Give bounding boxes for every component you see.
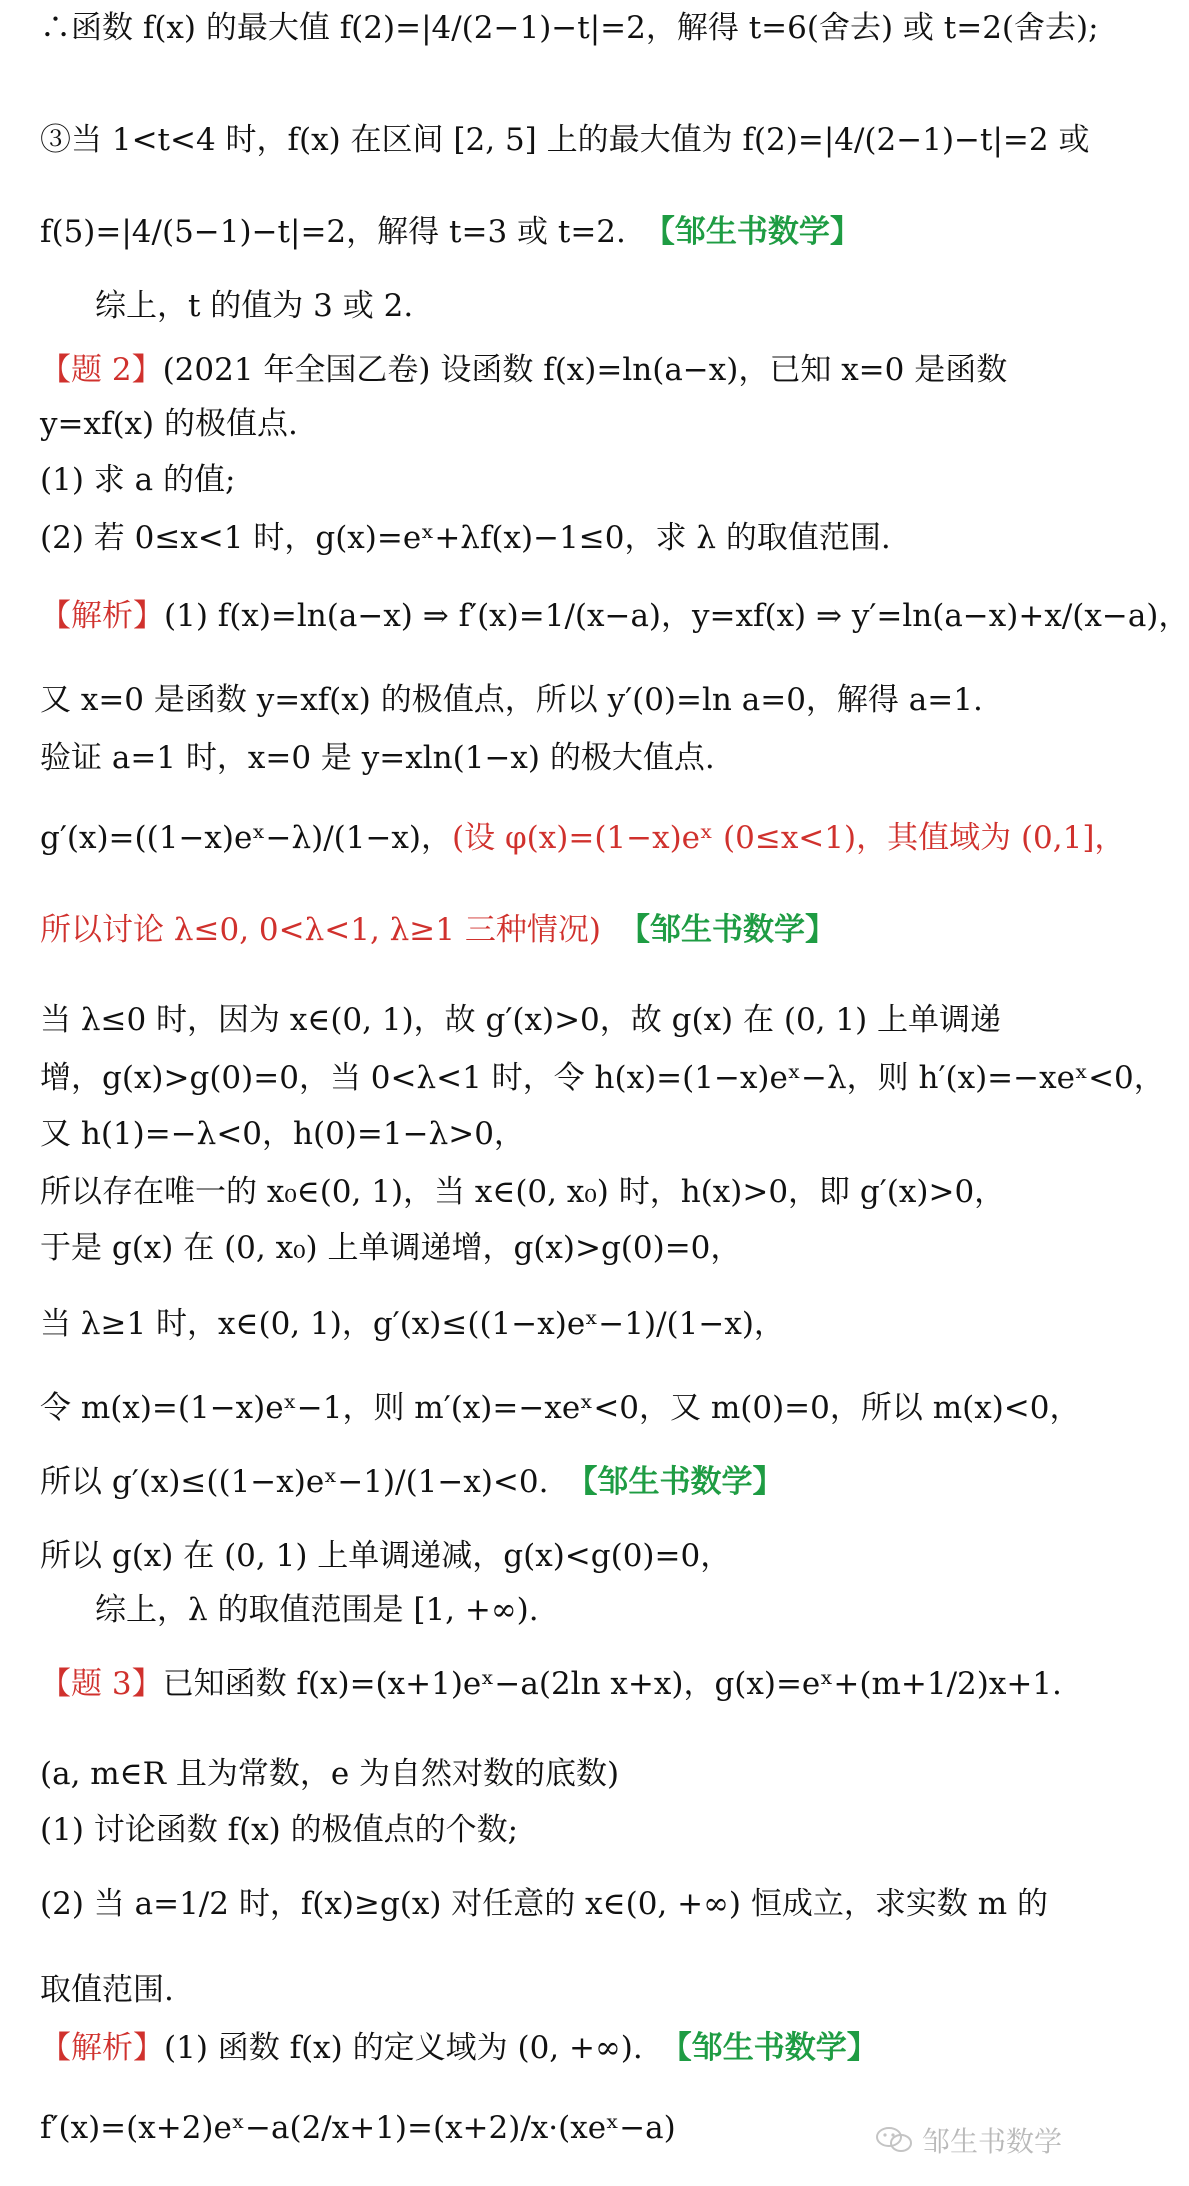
line-text: 又 x=0 是函数 y=xf(x) 的极值点，所以 y′(0)=ln a=0，解得 a=1. — [40, 682, 983, 718]
watermark-text: 邹生书数学 — [921, 2125, 1062, 2158]
line-text: f(5)=|4/(5−1)−t|=2，解得 t=3 或 t=2. — [40, 214, 626, 250]
text-line — [40, 738, 1050, 778]
text-line — [40, 1754, 1050, 1794]
line-text: y=xf(x) 的极值点. — [40, 406, 298, 442]
text-line — [40, 2028, 1050, 2068]
source-tag: 【邹生书数学】 — [618, 912, 836, 948]
line-text: (1) f(x)=ln(a−x) ⇒ f′(x)=1/(x−a)，y=xf(x) ⇒ y′=ln(a−x)+x/(x−a)， — [164, 598, 1189, 634]
text-line — [40, 8, 1099, 48]
text-line — [40, 350, 1050, 390]
line-text: (1) 讨论函数 f(x) 的极值点的个数; — [40, 1812, 519, 1848]
text-line — [40, 596, 1189, 636]
line-text: 已知函数 f(x)=(x+1)eˣ−a(2ln x+x)，g(x)=eˣ+(m+1/2)x+1. — [162, 1666, 1062, 1702]
line-text: 于是 g(x) 在 (0, x₀) 上单调递增，g(x)>g(0)=0， — [40, 1230, 742, 1266]
text-line — [40, 1172, 1050, 1212]
text-line — [40, 1058, 1165, 1098]
text-line — [40, 818, 1126, 858]
source-tag: 【邹生书数学】 — [643, 214, 861, 250]
text-line — [40, 212, 1050, 252]
text-line — [40, 680, 1050, 720]
wechat-icon — [874, 2125, 914, 2155]
line-text: (1) 函数 f(x) 的定义域为 (0, +∞). — [164, 2030, 643, 2066]
text-line — [40, 1970, 1050, 2010]
line-text: 所以存在唯一的 x₀∈(0, 1)，当 x∈(0, x₀) 时，h(x)>0，即 g′(x)>0， — [40, 1174, 1006, 1210]
line-text: 取值范围. — [40, 1972, 174, 2008]
line-text: 当 λ≤0 时，因为 x∈(0, 1)，故 g′(x)>0，故 g(x) 在 (0, 1) 上单调递 — [40, 1002, 1002, 1038]
text-line — [40, 1810, 1050, 1850]
line-text: (2) 若 0≤x<1 时，g(x)=eˣ+λf(x)−1≤0，求 λ 的取值范围. — [40, 520, 891, 556]
text-line — [40, 286, 1050, 326]
line-text: 验证 a=1 时，x=0 是 y=xln(1−x) 的极大值点. — [40, 740, 715, 776]
line-text: ③当 1<t<4 时，f(x) 在区间 [2, 5] 上的最大值为 f(2)=|4/(2−1)−t|=2 或 — [40, 122, 1090, 158]
text-line — [40, 1304, 1050, 1344]
line-text: (2021 年全国乙卷) 设函数 f(x)=ln(a−x)，已知 x=0 是函数 — [162, 352, 1008, 388]
section-label: 【解析】 — [40, 2030, 164, 2066]
text-line — [40, 1388, 1081, 1428]
text-line — [40, 1664, 1062, 1704]
text-line — [40, 1884, 1050, 1924]
source-tag: 【邹生书数学】 — [566, 1464, 784, 1500]
line-text: (a, m∈R 且为常数，e 为自然对数的底数) — [40, 1756, 620, 1792]
text-line — [40, 1000, 1050, 1040]
line-text: 综上，t 的值为 3 或 2. — [95, 288, 414, 324]
text-line — [40, 1462, 1050, 1502]
line-text: g′(x)=((1−x)eˣ−λ)/(1−x)， — [40, 820, 453, 856]
line-text: 所以 g′(x)≤((1−x)eˣ−1)/(1−x)<0. — [40, 1464, 549, 1500]
text-line — [40, 1590, 1050, 1630]
line-text: ∴函数 f(x) 的最大值 f(2)=|4/(2−1)−t|=2，解得 t=6(舍去) 或 t=2(舍去); — [40, 10, 1099, 46]
line-text: (2) 当 a=1/2 时，f(x)≥g(x) 对任意的 x∈(0, +∞) 恒成立，求实数 m 的 — [40, 1886, 1048, 1922]
section-label: 【题 2】 — [40, 352, 163, 388]
text-line — [40, 404, 1050, 444]
section-label: 【题 3】 — [40, 1666, 163, 1702]
line-text: 所以 g(x) 在 (0, 1) 上单调递减，g(x)<g(0)=0， — [40, 1538, 732, 1574]
text-line — [40, 460, 1050, 500]
line-text: 增，g(x)>g(0)=0，当 0<λ<1 时，令 h(x)=(1−x)eˣ−λ，则 h′(x)=−xeˣ<0， — [40, 1060, 1165, 1096]
highlight-note: 所以讨论 λ≤0, 0<λ<1, λ≥1 三种情况) — [40, 912, 601, 948]
line-text: 综上，λ 的取值范围是 [1, +∞). — [95, 1592, 539, 1628]
highlight-note: (设 φ(x)=(1−x)eˣ (0≤x<1)，其值域为 (0,1]， — [452, 820, 1126, 856]
text-line — [40, 518, 1050, 558]
text-line — [40, 120, 1090, 160]
section-label: 【解析】 — [40, 598, 164, 634]
watermark — [874, 2120, 1062, 2160]
line-text: (1) 求 a 的值; — [40, 462, 236, 498]
line-text: 当 λ≥1 时，x∈(0, 1)，g′(x)≤((1−x)eˣ−1)/(1−x)， — [40, 1306, 785, 1342]
text-line — [40, 910, 1050, 950]
source-tag: 【邹生书数学】 — [660, 2030, 878, 2066]
line-text: f′(x)=(x+2)eˣ−a(2/x+1)=(x+2)/x·(xeˣ−a) — [40, 2110, 676, 2146]
text-line — [40, 1228, 1050, 1268]
line-text: 令 m(x)=(1−x)eˣ−1，则 m′(x)=−xeˣ<0，又 m(0)=0，所以 m(x)<0， — [40, 1390, 1081, 1426]
line-text: 又 h(1)=−λ<0，h(0)=1−λ>0， — [40, 1116, 525, 1152]
text-line — [40, 1114, 1050, 1154]
text-line — [40, 1536, 1050, 1576]
